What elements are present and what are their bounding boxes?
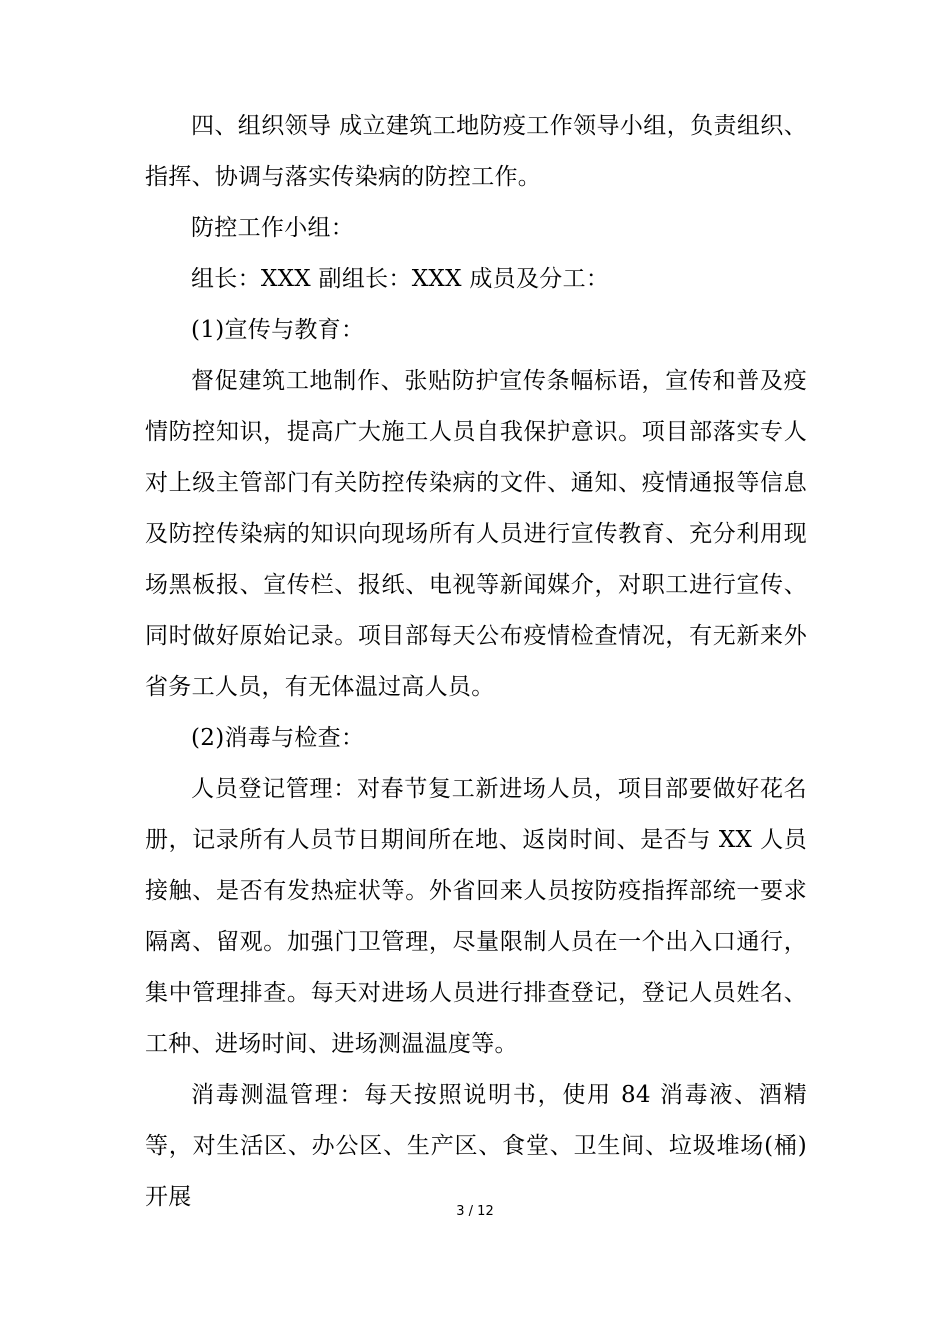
paragraph-disinfection-temperature: 消毒测温管理：每天按照说明书，使用 84 消毒液、酒精等，对生活区、办公区、生产区、食堂、卫生间、垃圾堆场(桶)开展 xyxy=(145,1082,807,1210)
paragraph-organization-leadership: 四、组织领导 成立建筑工地防疫工作领导小组，负责组织、指挥、协调与落实传染病的防控工作。 xyxy=(145,113,807,190)
heading-publicity-education: (1)宣传与教育： xyxy=(191,317,365,343)
heading-disinfection-inspection: (2)消毒与检查： xyxy=(191,725,365,751)
page-number: 3 / 12 xyxy=(456,1204,494,1219)
paragraph-group-members: 组长：XXX 副组长：XXX 成员及分工： xyxy=(191,266,610,292)
document-body xyxy=(145,101,807,1223)
paragraph-personnel-registration: 人员登记管理：对春节复工新进场人员，项目部要做好花名册，记录所有人员节日期间所在地、返岗时间、是否与 XX 人员接触、是否有发热症状等。外省回来人员按防疫指挥部统一要求隔离、留观。加强门卫管理，尽量限制人员在一个出入口通行，集中管理排查。每天对进场人员进行排查登记，登记人员姓名、工种、进场时间、进场测温温度等。 xyxy=(145,776,807,1057)
paragraph-control-group: 防控工作小组： xyxy=(191,215,355,241)
paragraph-publicity-details: 督促建筑工地制作、张贴防护宣传条幅标语，宣传和普及疫情防控知识，提高广大施工人员自我保护意识。项目部落实专人对上级主管部门有关防控传染病的文件、通知、疫情通报等信息及防控传染病的知识向现场所有人员进行宣传教育、充分利用现场黑板报、宣传栏、报纸、电视等新闻媒介，对职工进行宣传、同时做好原始记录。项目部每天公布疫情检查情况，有无新来外省务工人员，有无体温过高人员。 xyxy=(145,368,807,700)
